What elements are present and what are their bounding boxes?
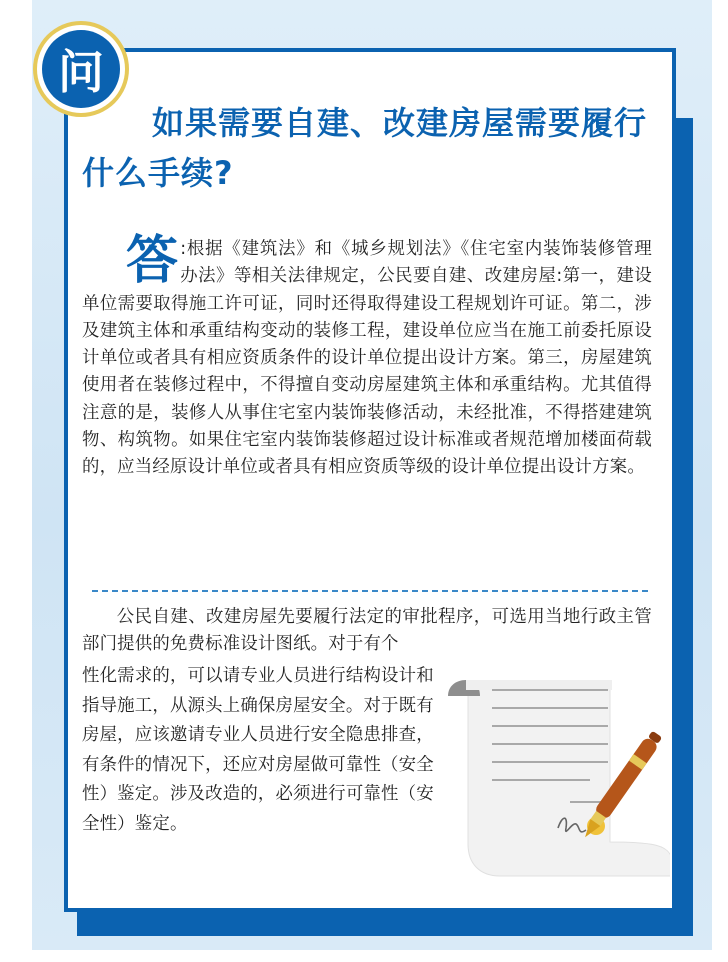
document-with-fountain-pen-icon xyxy=(440,666,670,888)
question-badge-icon xyxy=(42,30,120,108)
answer-label: 答 xyxy=(126,230,179,291)
answer-body: 根据《建筑法》和《城乡规划法》《住宅室内装饰装修管理办法》等相关法律规定，公民要自建、改建房屋:第一，建设单位需要取得施工许可证，同时还得取得建设工程规划许可证。第二，涉及建筑主体和承重结构变动的装修工程，建设单位应当在施工前委托原设计单位或者具有相应资质条件的设计单位提出设计方案。第三，房屋建筑使用者在装修过程中，不得擅自变动房屋建筑主体和承重结构。尤其值得注意的是，装修人从事住宅室内装饰装修活动，未经批准，不得搭建建筑物、构筑物。如果住宅室内装饰装修超过设计标准或者规范增加楼面荷载的，应当经原设计单位或者具有相应资质等级的设计单位提出设计方案。 xyxy=(82,239,652,478)
dashed-divider xyxy=(92,590,648,592)
question-badge-label: 问 xyxy=(58,45,104,99)
question-title: 如果需要自建、改建房屋需要履行什么手续? xyxy=(82,104,648,192)
answer-colon: : xyxy=(180,239,187,259)
advice-paragraph-top: 公民自建、改建房屋先要履行法定的审批程序，可选用当地行政主管部门提供的免费标准设计图纸。对于有个 xyxy=(82,607,652,655)
answer-paragraph xyxy=(82,230,652,482)
advice-paragraph-bottom: 性化需求的，可以请专业人员进行结构设计和指导施工，从源头上确保房屋安全。对于既有房屋，应该邀请专业人员进行安全隐患排查，有条件的情况下，还应对房屋做可靠性（安全性）鉴定。涉及改造的，必须进行可靠性（安全性）鉴定。 xyxy=(82,666,434,834)
